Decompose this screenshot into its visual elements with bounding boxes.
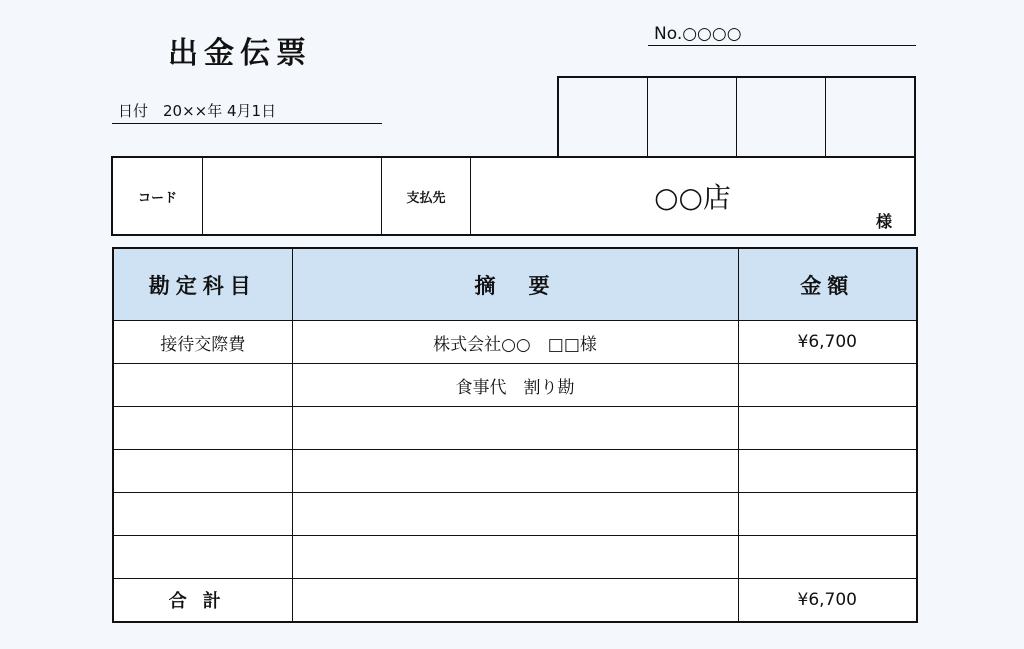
cell-account xyxy=(113,407,292,450)
table-header-row xyxy=(113,248,917,321)
approval-stamp-boxes xyxy=(557,76,916,158)
cell-amount xyxy=(738,493,917,536)
payee-label: 支払先 xyxy=(382,158,471,234)
slip-title: 出金伝票 xyxy=(168,36,312,71)
ledger-table xyxy=(112,247,918,623)
stamp-box xyxy=(648,78,737,156)
total-row xyxy=(113,579,917,623)
table-row xyxy=(113,407,917,450)
cell-description: 株式会社○○ □□様 xyxy=(292,321,738,364)
cell-description xyxy=(292,407,738,450)
payee-honorific: 様 xyxy=(875,212,892,231)
stamp-box xyxy=(559,78,648,156)
cell-amount: ¥6,700 xyxy=(738,321,917,364)
cell-description xyxy=(292,493,738,536)
cell-account xyxy=(113,364,292,407)
column-header-description: 摘 要 xyxy=(292,248,738,321)
table-row xyxy=(113,536,917,579)
cell-account xyxy=(113,450,292,493)
cell-description xyxy=(292,450,738,493)
column-header-account: 勘定科目 xyxy=(113,248,292,321)
total-description xyxy=(292,579,738,623)
stamp-box xyxy=(737,78,826,156)
total-label: 合計 xyxy=(113,579,292,623)
cell-description: 食事代 割り勘 xyxy=(292,364,738,407)
cell-account: 接待交際費 xyxy=(113,321,292,364)
cell-amount xyxy=(738,364,917,407)
table-row xyxy=(113,321,917,364)
slip-date: 日付 20××年 4月1日 xyxy=(112,100,382,124)
cell-account xyxy=(113,536,292,579)
table-row xyxy=(113,450,917,493)
cell-amount xyxy=(738,450,917,493)
stamp-box xyxy=(826,78,914,156)
payee-field xyxy=(471,158,914,234)
table-row xyxy=(113,493,917,536)
column-header-amount: 金額 xyxy=(738,248,917,321)
code-label: コード xyxy=(113,158,203,234)
payee-name: ○○店 xyxy=(654,181,731,214)
total-amount: ¥6,700 xyxy=(738,579,917,623)
code-field xyxy=(203,158,382,234)
table-row xyxy=(113,364,917,407)
cell-amount xyxy=(738,536,917,579)
cell-account xyxy=(113,493,292,536)
cell-description xyxy=(292,536,738,579)
cell-amount xyxy=(738,407,917,450)
slip-number: No.○○○○ xyxy=(648,24,916,46)
payee-header-row xyxy=(111,156,916,236)
